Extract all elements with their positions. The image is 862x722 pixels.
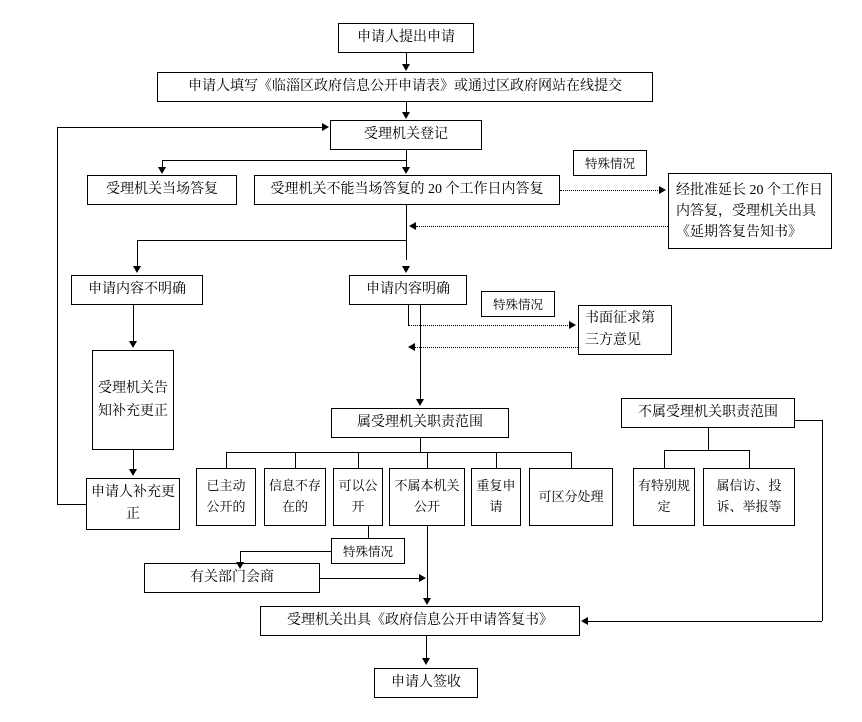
connector-n12-down: [420, 438, 421, 452]
connector-loop-left-bottom: [57, 504, 86, 505]
arrowhead-to-consult: [236, 562, 244, 569]
label-special-case-2: 特殊情况: [481, 291, 555, 317]
node-can-disclose: 可以公开: [333, 468, 383, 526]
connector-child-1: [226, 452, 227, 468]
connector-right-branch-top: [795, 420, 822, 421]
connector-loop-left-vertical: [57, 127, 58, 504]
connector-n5-down: [406, 205, 407, 260]
arrowhead-consult-to-reply: [419, 574, 426, 582]
connector-label3-to-consult: [240, 551, 331, 552]
connector-split-bar-2: [137, 240, 407, 241]
node-applicant-supplement: 申请人补充更正: [86, 478, 180, 530]
label-special-case-3: 特殊情况: [331, 538, 405, 564]
arrowhead-to-n4: [158, 167, 166, 174]
arrowhead-loop-to-n3: [322, 123, 329, 131]
node-repeat-application: 重复申请: [471, 468, 521, 526]
connector-children-bar: [226, 452, 571, 453]
connector-child-3: [358, 452, 359, 468]
connector-label3-up: [368, 526, 369, 538]
arrowhead-n5-to-extension: [659, 186, 666, 194]
arrowhead-right-to-reply: [581, 617, 588, 625]
dotted-n5-to-extension: [560, 190, 660, 191]
connector-right-branch-down: [822, 420, 823, 621]
label-special-case-1: 特殊情况: [573, 150, 647, 176]
connector-n13-down: [708, 428, 709, 450]
connector-right-branch-bottom: [588, 621, 822, 622]
node-content-clear: 申请内容明确: [349, 275, 467, 305]
arrowhead-children-to-reply: [423, 598, 431, 605]
connector-loop-left-top: [57, 127, 323, 128]
dotted-extension-back: [416, 226, 668, 227]
connector-n3-down: [406, 150, 407, 160]
node-fill-form: 申请人填写《临淄区政府信息公开申请表》或通过区政府网站在线提交: [157, 72, 653, 102]
connector-n8-stub-down: [408, 305, 409, 325]
node-special-provisions: 有特别规定: [633, 468, 695, 526]
connector-child-6: [571, 452, 572, 468]
dotted-thirdparty-back: [415, 347, 578, 348]
arrowhead-n7-n10: [129, 341, 137, 348]
arrowhead-n1-n2: [402, 64, 410, 71]
connector-children-to-reply: [427, 526, 428, 598]
connector-consult-to-reply: [320, 578, 420, 579]
connector-to-n7: [137, 240, 138, 267]
connector-child-4: [427, 452, 428, 468]
node-20-working-days: 受理机关不能当场答复的 20 个工作日内答复: [254, 175, 560, 205]
connector-split-bar-top: [162, 160, 407, 161]
connector-n7-n10: [133, 305, 134, 341]
node-outside-scope: 不属受理机关职责范围: [621, 398, 795, 428]
node-agency-register: 受理机关登记: [330, 120, 482, 150]
node-info-not-exist: 信息不存在的: [264, 468, 326, 526]
arrowhead-n8-n12: [416, 399, 424, 406]
arrowhead-n8-to-thirdparty: [569, 321, 576, 329]
connector-n8-n12: [420, 305, 421, 399]
node-applicant-receipt: 申请人签收: [374, 668, 478, 698]
arrowhead-thirdparty-back: [408, 343, 415, 351]
dotted-n8-to-thirdparty: [408, 325, 570, 326]
node-third-party-opinion: 书面征求第三方意见: [578, 305, 672, 355]
connector-n10-n11: [133, 450, 134, 469]
arrowhead-to-n5: [402, 167, 410, 174]
node-within-scope: 属受理机关职责范围: [331, 408, 509, 438]
connector-children-bar-right: [664, 450, 749, 451]
node-applicant-submits: 申请人提出申请: [338, 23, 474, 53]
node-already-disclosed: 已主动公开的: [196, 468, 256, 526]
node-notify-supplement: 受理机关告知补充更正: [92, 350, 174, 450]
node-issue-reply-letter: 受理机关出具《政府信息公开申请答复书》: [260, 606, 580, 636]
node-content-unclear: 申请内容不明确: [71, 275, 203, 305]
node-department-consultation: 有关部门会商: [144, 563, 320, 593]
connector-child-r1: [664, 450, 665, 468]
arrowhead-reply-to-receipt: [422, 658, 430, 665]
node-onsite-reply: 受理机关当场答复: [87, 175, 237, 205]
connector-child-5: [496, 452, 497, 468]
node-extension-notice: 经批准延长 20 个工作日内答复，受理机关出具《延期答复告知书》: [668, 173, 832, 249]
arrowhead-n2-n3: [402, 112, 410, 119]
arrowhead-to-n8: [402, 266, 410, 273]
connector-reply-to-receipt: [426, 636, 427, 658]
arrowhead-n10-n11: [129, 469, 137, 476]
node-not-this-agency: 不属本机关公开: [389, 468, 465, 526]
connector-child-2: [295, 452, 296, 468]
arrowhead-extension-back: [409, 222, 416, 230]
arrowhead-to-n7: [133, 266, 141, 273]
node-petition-complaint: 属信访、投诉、举报等: [703, 468, 795, 526]
node-separable-handling: 可区分处理: [529, 468, 613, 526]
connector-child-r2: [749, 450, 750, 468]
